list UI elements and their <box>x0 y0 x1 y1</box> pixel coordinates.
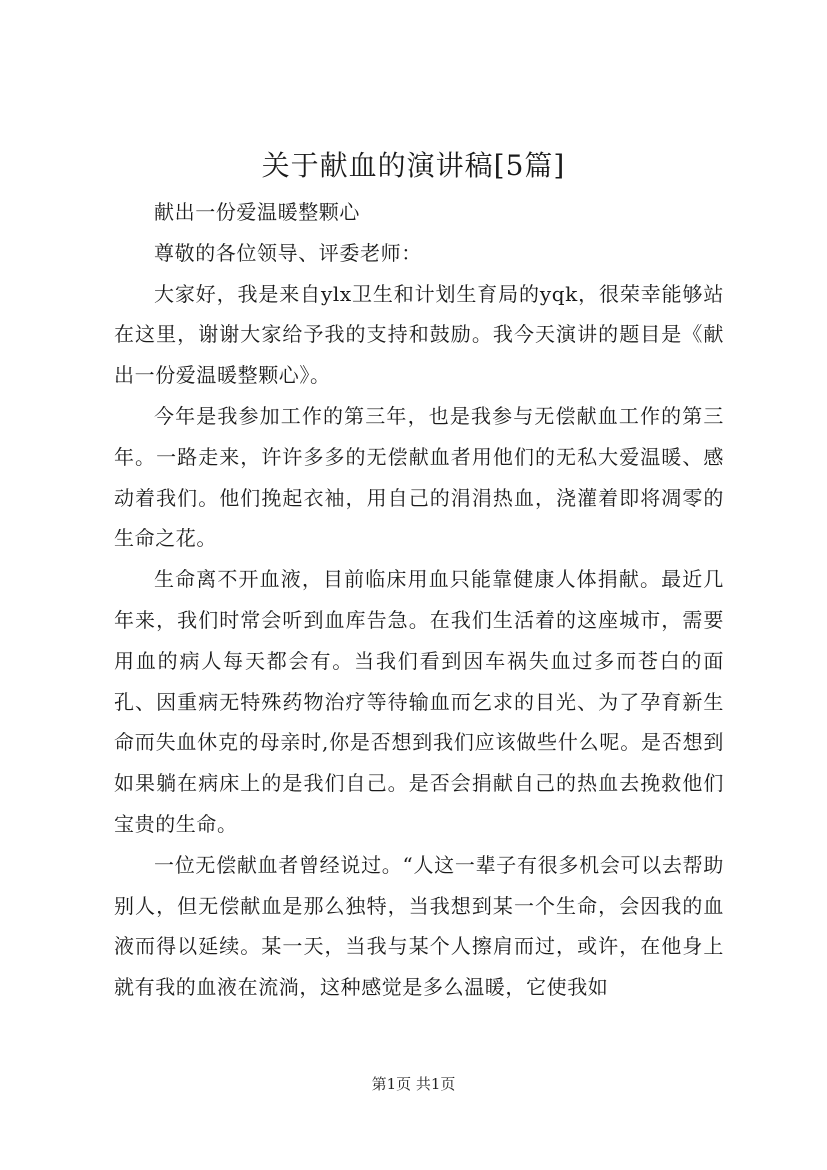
page-number-footer: 第1页 共1页 <box>371 1075 456 1093</box>
paragraph: 大家好，我是来自ylx卫生和计划生育局的yqk，很荣幸能够站在这里，谢谢大家给予我的支持和鼓励。我今天演讲的题目是《献出一份爱温暖整颗心》。 <box>114 281 724 388</box>
paragraph-salutation: 尊敬的各位领导、评委老师： <box>154 240 422 265</box>
paragraph: 生命离不开血液，目前临床用血只能靠健康人体捐献。最近几年来，我们时常会听到血库告急。在我们生活着的这座城市，需要用血的病人每天都会有。当我们看到因车祸失血过多而苍白的面孔、因重病无特殊药物治疗等待输血而乞求的目光、为了孕育新生命而失血休克的母亲时,你是否想到我们应该做些什么呢。是否想到如果躺在病床上的是我们自己。是否会捐献自己的热血去挽救他们宝贵的生命。 <box>114 567 724 836</box>
paragraph: 一位无偿献血者曾经说过。“人这一辈子有很多机会可以去帮助别人，但无偿献血是那么独特，当我想到某一个生命，会因我的血液而得以延续。某一天，当我与某个人擦肩而过，或许，在他身上就有我的血液在流淌，这种感觉是多么温暖，它使我如 <box>114 852 724 1000</box>
paragraph-subtitle: 献出一份爱温暖整颗心 <box>154 200 360 224</box>
document-body <box>114 192 724 1008</box>
paragraph: 今年是我参加工作的第三年，也是我参与无偿献血工作的第三年。一路走来，许许多多的无偿献血者用他们的无私大爱温暖、感动着我们。他们挽起衣袖，用自己的涓涓热血，浇灌着即将凋零的生命之花。 <box>114 403 724 551</box>
document-title: 关于献血的演讲稿[5篇] <box>261 149 566 182</box>
